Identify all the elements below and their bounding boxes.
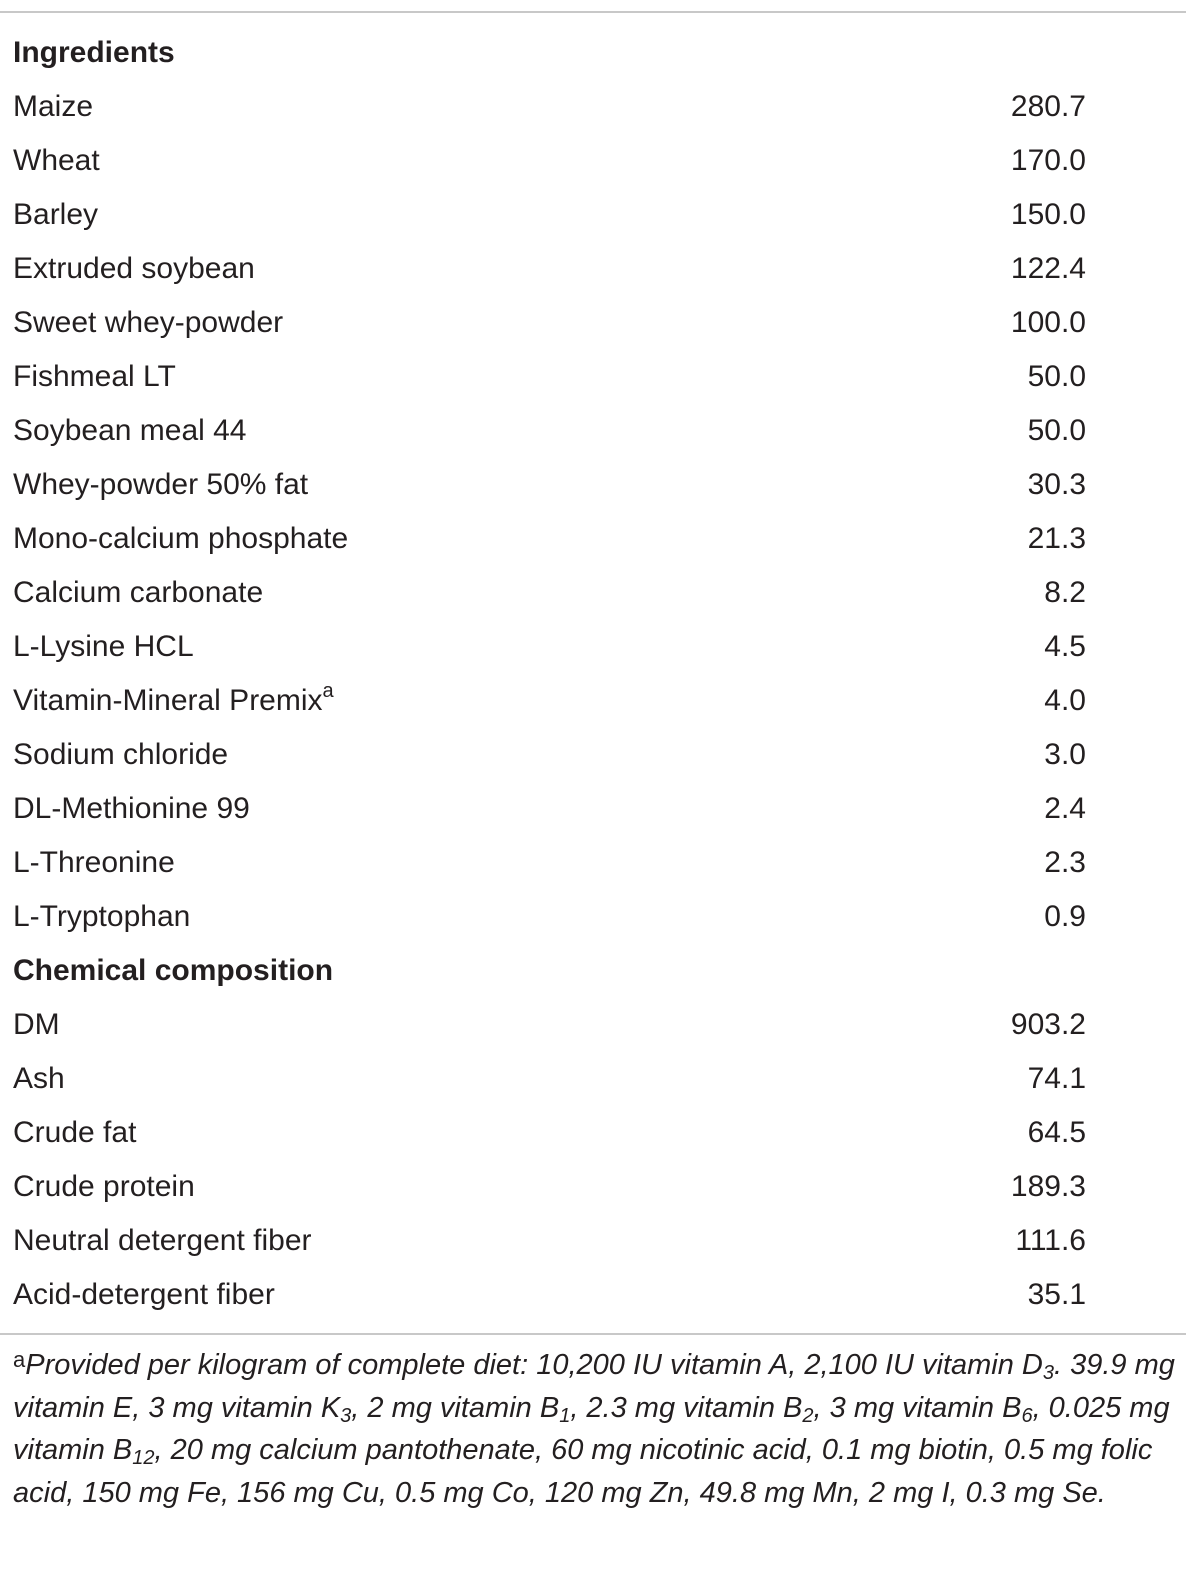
table-row bbox=[0, 404, 1186, 458]
row-label-text: Crude fat bbox=[13, 1116, 137, 1149]
footnote-text: , 3 mg vitamin B bbox=[813, 1391, 1022, 1424]
row-label-text: Crude protein bbox=[13, 1170, 195, 1203]
table-row bbox=[0, 1052, 1186, 1106]
row-label-text: DM bbox=[13, 1008, 60, 1041]
row-label bbox=[13, 782, 250, 836]
footnote-text: Provided per kilogram of complete diet: 10,200 IU vitamin A, 2,100 IU vitamin D bbox=[25, 1349, 1043, 1381]
footnote-text: . 39.9 mg vitamin E, 3 mg vitamin K bbox=[13, 1349, 1175, 1424]
table-row bbox=[0, 1214, 1186, 1268]
footnote-subscript: 3 bbox=[1042, 1362, 1054, 1384]
row-value: 4.5 bbox=[1044, 630, 1086, 663]
row-label bbox=[13, 890, 190, 944]
row-label bbox=[13, 836, 175, 890]
table-row bbox=[0, 80, 1186, 134]
table-row bbox=[0, 566, 1186, 620]
footnote-subscript: 6 bbox=[1021, 1404, 1033, 1427]
footnote-subscript: 12 bbox=[132, 1447, 155, 1469]
row-value: 111.6 bbox=[1015, 1224, 1086, 1257]
row-label bbox=[13, 728, 228, 782]
row-label bbox=[13, 998, 60, 1052]
section-title: Ingredients bbox=[13, 36, 175, 69]
table-row bbox=[0, 134, 1186, 188]
table-row bbox=[0, 782, 1186, 836]
row-value: 8.2 bbox=[1044, 576, 1086, 609]
row-value: 280.7 bbox=[1010, 90, 1086, 123]
row-value: 30.3 bbox=[1027, 468, 1086, 501]
diet-composition-table bbox=[0, 26, 1186, 1322]
table-row bbox=[0, 188, 1186, 242]
row-label-text: Acid-detergent fiber bbox=[13, 1278, 275, 1311]
table-row bbox=[0, 1106, 1186, 1160]
row-label-text: Extruded soybean bbox=[13, 252, 255, 285]
table-footnote bbox=[13, 1344, 1188, 1514]
table-row bbox=[0, 512, 1186, 566]
row-label bbox=[13, 134, 100, 188]
row-label-text: L-Lysine HCL bbox=[13, 630, 194, 663]
row-label-text: Vitamin-Mineral Premix bbox=[13, 684, 323, 717]
row-label-text: Ash bbox=[13, 1062, 65, 1095]
row-label-text: Sweet whey-powder bbox=[13, 306, 284, 339]
row-label-text: DL-Methionine 99 bbox=[13, 792, 250, 825]
row-value: 100.0 bbox=[1010, 306, 1086, 339]
footnote-text: , 2.3 mg vitamin B bbox=[570, 1391, 803, 1424]
table-row bbox=[0, 836, 1186, 890]
row-label bbox=[13, 458, 308, 512]
row-label-text: Fishmeal LT bbox=[13, 360, 176, 393]
table-row bbox=[0, 890, 1186, 944]
table-row bbox=[0, 296, 1186, 350]
section-header bbox=[0, 944, 1186, 998]
row-label-text: Barley bbox=[13, 198, 99, 231]
row-value: 0.9 bbox=[1044, 900, 1086, 933]
table-row bbox=[0, 458, 1186, 512]
row-label-text: Calcium carbonate bbox=[13, 576, 264, 609]
section-header bbox=[0, 26, 1186, 80]
footnote-text: , 0.025 mg vitamin B bbox=[13, 1391, 1170, 1466]
row-label bbox=[13, 512, 348, 566]
row-value: 122.4 bbox=[1010, 252, 1086, 285]
row-value: 170.0 bbox=[1010, 144, 1086, 177]
row-value: 50.0 bbox=[1027, 414, 1086, 447]
table-row bbox=[0, 350, 1186, 404]
row-label bbox=[13, 674, 334, 728]
row-value: 2.3 bbox=[1044, 846, 1086, 879]
row-value: 21.3 bbox=[1027, 522, 1086, 555]
row-label bbox=[13, 1268, 275, 1322]
row-value: 2.4 bbox=[1044, 792, 1086, 825]
row-label-text: Maize bbox=[13, 90, 94, 123]
row-label-text: Sodium chloride bbox=[13, 738, 229, 771]
row-label-text: Soybean meal 44 bbox=[13, 414, 247, 447]
row-label-text: Neutral detergent fiber bbox=[13, 1224, 312, 1257]
row-label bbox=[13, 350, 176, 404]
row-label bbox=[13, 1052, 65, 1106]
footnote-mark: a bbox=[13, 1347, 26, 1372]
row-label-text: Whey-powder 50% fat bbox=[13, 468, 309, 501]
row-value: 64.5 bbox=[1027, 1116, 1086, 1149]
row-label-text: L-Threonine bbox=[13, 846, 175, 879]
row-label-text: Mono-calcium phosphate bbox=[13, 522, 349, 555]
table-row bbox=[0, 998, 1186, 1052]
table-top-rule bbox=[0, 11, 1186, 13]
row-value: 35.1 bbox=[1027, 1278, 1086, 1311]
footnote-subscript: 2 bbox=[802, 1404, 814, 1427]
table-row bbox=[0, 674, 1186, 728]
row-label-text: Wheat bbox=[13, 144, 100, 177]
table-bottom-rule bbox=[0, 1333, 1186, 1335]
row-value: 74.1 bbox=[1027, 1062, 1086, 1095]
row-label bbox=[13, 188, 98, 242]
row-label bbox=[13, 404, 247, 458]
row-label bbox=[13, 242, 255, 296]
footnote-subscript: 1 bbox=[559, 1404, 571, 1427]
table-row bbox=[0, 728, 1186, 782]
row-value: 150.0 bbox=[1010, 198, 1086, 231]
row-value: 189.3 bbox=[1010, 1170, 1086, 1203]
footnote-text: , 20 mg calcium pantothenate, 60 mg nicotinic acid, 0.1 mg biotin, 0.5 mg folic acid, 150 mg Fe, 156 mg Cu, 0.5 mg Co, 120 mg Zn, 49.8 mg Mn, 2 mg I, 0.3 mg Se. bbox=[13, 1434, 1153, 1509]
row-value: 903.2 bbox=[1010, 1008, 1086, 1041]
row-value: 50.0 bbox=[1027, 360, 1086, 393]
row-label bbox=[13, 620, 194, 674]
footnote-subscript: 3 bbox=[340, 1404, 352, 1427]
table-row bbox=[0, 1160, 1186, 1214]
row-label-text: L-Tryptophan bbox=[13, 900, 191, 933]
table-row bbox=[0, 1268, 1186, 1322]
row-label bbox=[13, 296, 283, 350]
table-row bbox=[0, 242, 1186, 296]
row-label bbox=[13, 566, 263, 620]
row-label bbox=[13, 1106, 136, 1160]
footnote-text: , 2 mg vitamin B bbox=[351, 1391, 560, 1424]
row-value: 3.0 bbox=[1044, 738, 1086, 771]
section-title: Chemical composition bbox=[13, 954, 334, 987]
row-label bbox=[13, 1214, 312, 1268]
row-value: 4.0 bbox=[1044, 684, 1086, 717]
table-row bbox=[0, 620, 1186, 674]
row-label bbox=[13, 1160, 195, 1214]
row-label bbox=[13, 80, 93, 134]
footnote-marker: a bbox=[322, 680, 334, 702]
